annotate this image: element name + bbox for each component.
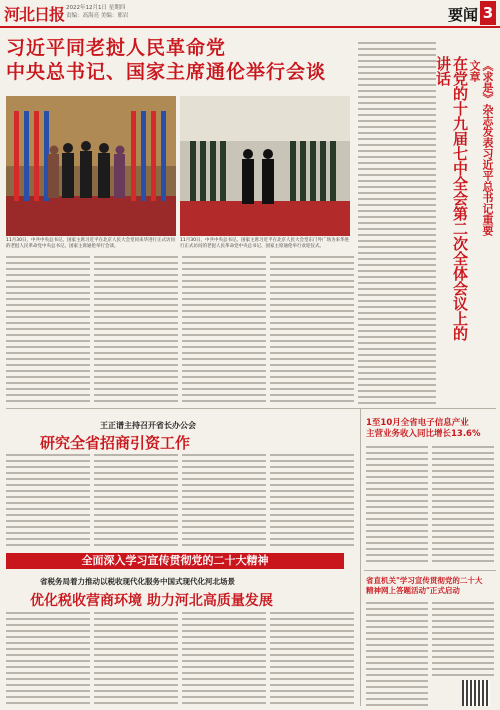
bottom-left-col-1	[6, 610, 90, 706]
feature-body-col	[358, 40, 436, 404]
lead-body-col-1	[6, 254, 90, 404]
mid-left-kicker: 王正谱主持召开省长办公会	[100, 421, 196, 430]
photo-welcome-ceremony	[180, 96, 350, 236]
divider-bottom-right	[364, 570, 496, 571]
masthead	[0, 0, 500, 28]
lead-headline-line1: 习近平同老挝人民革命党	[6, 37, 227, 59]
lead-headline-line2: 中央总书记、国家主席通伦举行会谈	[6, 61, 327, 83]
lead-body-col-3	[182, 254, 266, 404]
bottom-left-kicker: 省税务局着力推动以税收现代化服务中国式现代化河北场景	[40, 577, 235, 586]
bottom-right-headline-line1: 省直机关"学习宣传贯彻党的二十大	[366, 576, 483, 585]
mid-left-headline: 研究全省招商引资工作	[40, 434, 191, 452]
mid-right-headline	[366, 418, 481, 440]
bottom-left-col-3	[182, 610, 266, 706]
editor-line: 责编：高海亮 美编：邢岩	[66, 13, 129, 19]
bottom-right-headline	[366, 576, 482, 596]
feature-vertical-subtitle: 《求是》杂志发表习近平总书记重要文章	[468, 60, 494, 236]
mid-left-col-1	[6, 452, 90, 550]
lead-body-col-4	[270, 254, 354, 404]
feature-vertical-title: 在党的十九届七中全会第二次全体会议上的讲话	[434, 56, 469, 341]
mid-right-headline-line1: 1至10月全省电子信息产业	[366, 418, 469, 428]
page-number: 3	[480, 1, 496, 25]
mid-left-col-4	[270, 452, 354, 550]
bottom-right-col-1	[366, 600, 428, 706]
caption-ceremony: 11月30日，中共中央总书记、国家主席习近平在北京人民大会堂东门外广场为来华进行正式访问的老挝人民革命党中央总书记、国家主席通伦举行欢迎仪式。	[180, 238, 349, 249]
masthead-meta	[66, 4, 128, 20]
qr-code-icon	[462, 680, 490, 706]
section-title: 要闻	[447, 6, 478, 24]
divider-vertical	[360, 408, 361, 706]
bottom-right-headline-line2: 精神网上答题活动"正式启动	[366, 586, 460, 595]
photo-ceremony-image	[180, 96, 350, 236]
bottom-left-col-2	[94, 610, 178, 706]
mid-right-col-2	[432, 444, 494, 564]
date-line: 2022年12月1日 星期四	[66, 5, 126, 11]
photo-talks-image	[6, 96, 176, 236]
mid-left-col-2	[94, 452, 178, 550]
bottom-left-headline: 优化税收营商环境 助力河北高质量发展	[30, 593, 273, 609]
mid-left-col-3	[182, 452, 266, 550]
divider-horizontal	[6, 408, 496, 409]
mid-right-headline-line2: 主营业务收入同比增长13.6%	[366, 429, 481, 439]
theme-banner: 全面深入学习宣传贯彻党的二十大精神	[6, 553, 344, 569]
bottom-right-col-2	[432, 600, 494, 676]
lead-body-col-2	[94, 254, 178, 404]
photo-talks	[6, 96, 176, 236]
bottom-left-col-4	[270, 610, 354, 706]
caption-talks: 11月30日，中共中央总书记、国家主席习近平在北京人民大会堂同来华进行正式访问的老挝人民革命党中央总书记、国家主席通伦举行会谈。	[6, 238, 175, 249]
mid-right-col-1	[366, 444, 428, 564]
newspaper-logo: 河北日报	[4, 5, 65, 24]
